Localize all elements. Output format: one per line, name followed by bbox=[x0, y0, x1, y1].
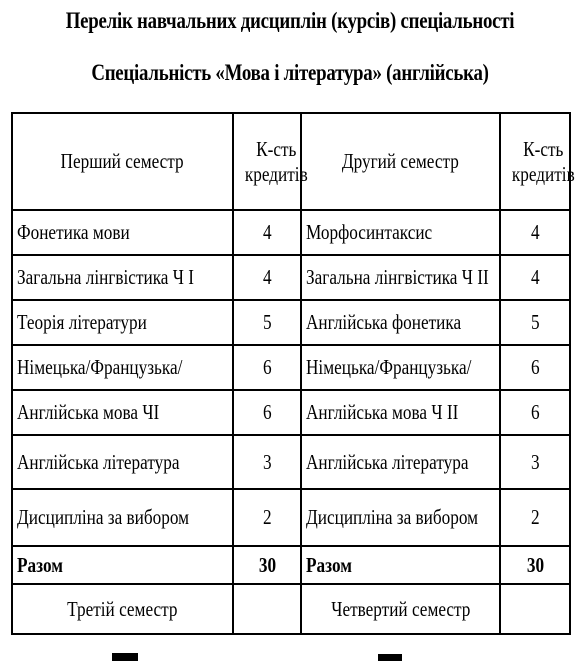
credits-cell-empty bbox=[233, 584, 301, 634]
specialty-subtitle: Спеціальність «Мова і література» (англійська) bbox=[91, 60, 489, 85]
next-semesters-row bbox=[12, 584, 570, 634]
credits-cell: 6 bbox=[500, 390, 570, 435]
credits-cell: 4 bbox=[233, 210, 301, 255]
credits-cell: 2 bbox=[233, 489, 301, 546]
table-row bbox=[12, 489, 570, 546]
course-cell: Теорія літератури bbox=[12, 300, 233, 345]
table-row bbox=[12, 345, 570, 390]
course-cell: Дисципліна за вибором bbox=[301, 489, 500, 546]
course-cell: Німецька/Французька/ bbox=[12, 345, 233, 390]
curriculum-table bbox=[11, 112, 575, 635]
credits-cell: 6 bbox=[233, 390, 301, 435]
total-row bbox=[12, 546, 570, 584]
course-cell: Фонетика мови bbox=[12, 210, 233, 255]
credits-cell: 6 bbox=[500, 345, 570, 390]
document-title: Перелік навчальних дисциплін (курсів) спеціальності bbox=[65, 8, 515, 33]
credits-cell: 5 bbox=[233, 300, 301, 345]
course-cell: Англійська фонетика bbox=[301, 300, 500, 345]
course-cell: Загальна лінгвістика Ч І bbox=[12, 255, 233, 300]
credits-cell-empty bbox=[500, 584, 570, 634]
header-second-semester: Другий семестр bbox=[301, 113, 500, 210]
header-first-semester: Перший семестр bbox=[12, 113, 233, 210]
course-cell: Морфосинтаксис bbox=[301, 210, 500, 255]
credits-cell: 2 bbox=[500, 489, 570, 546]
table-row bbox=[12, 390, 570, 435]
course-cell: Дисципліна за вибором bbox=[12, 489, 233, 546]
course-cell: Англійська мова ЧІ bbox=[12, 390, 233, 435]
total-credits-second: 30 bbox=[500, 546, 570, 584]
credits-cell: 5 bbox=[500, 300, 570, 345]
table-row bbox=[12, 255, 570, 300]
header-fourth-semester: Четвертий семестр bbox=[301, 584, 500, 634]
table-header-row bbox=[12, 113, 570, 210]
credits-cell: 3 bbox=[500, 435, 570, 489]
credits-cell: 4 bbox=[500, 255, 570, 300]
course-cell: Загальна лінгвістика Ч ІІ bbox=[301, 255, 500, 300]
credits-cell: 4 bbox=[500, 210, 570, 255]
table-row bbox=[12, 300, 570, 345]
credits-cell: 4 bbox=[233, 255, 301, 300]
header-credits-second: К-сть кредитів bbox=[500, 113, 570, 210]
table-row bbox=[12, 210, 570, 255]
total-label-first: Разом bbox=[12, 546, 233, 584]
total-label-second: Разом bbox=[301, 546, 500, 584]
course-cell: Англійська література bbox=[12, 435, 233, 489]
table-row bbox=[12, 435, 570, 489]
header-credits-first: К-сть кредитів bbox=[233, 113, 301, 210]
course-cell: Англійська мова Ч ІІ bbox=[301, 390, 500, 435]
cut-off-text-fragment bbox=[0, 648, 580, 661]
header-third-semester: Третій семестр bbox=[12, 584, 233, 634]
course-cell: Англійська література bbox=[301, 435, 500, 489]
total-credits-first: 30 bbox=[233, 546, 301, 584]
course-cell: Німецька/Французька/ bbox=[301, 345, 500, 390]
credits-cell: 3 bbox=[233, 435, 301, 489]
credits-cell: 6 bbox=[233, 345, 301, 390]
